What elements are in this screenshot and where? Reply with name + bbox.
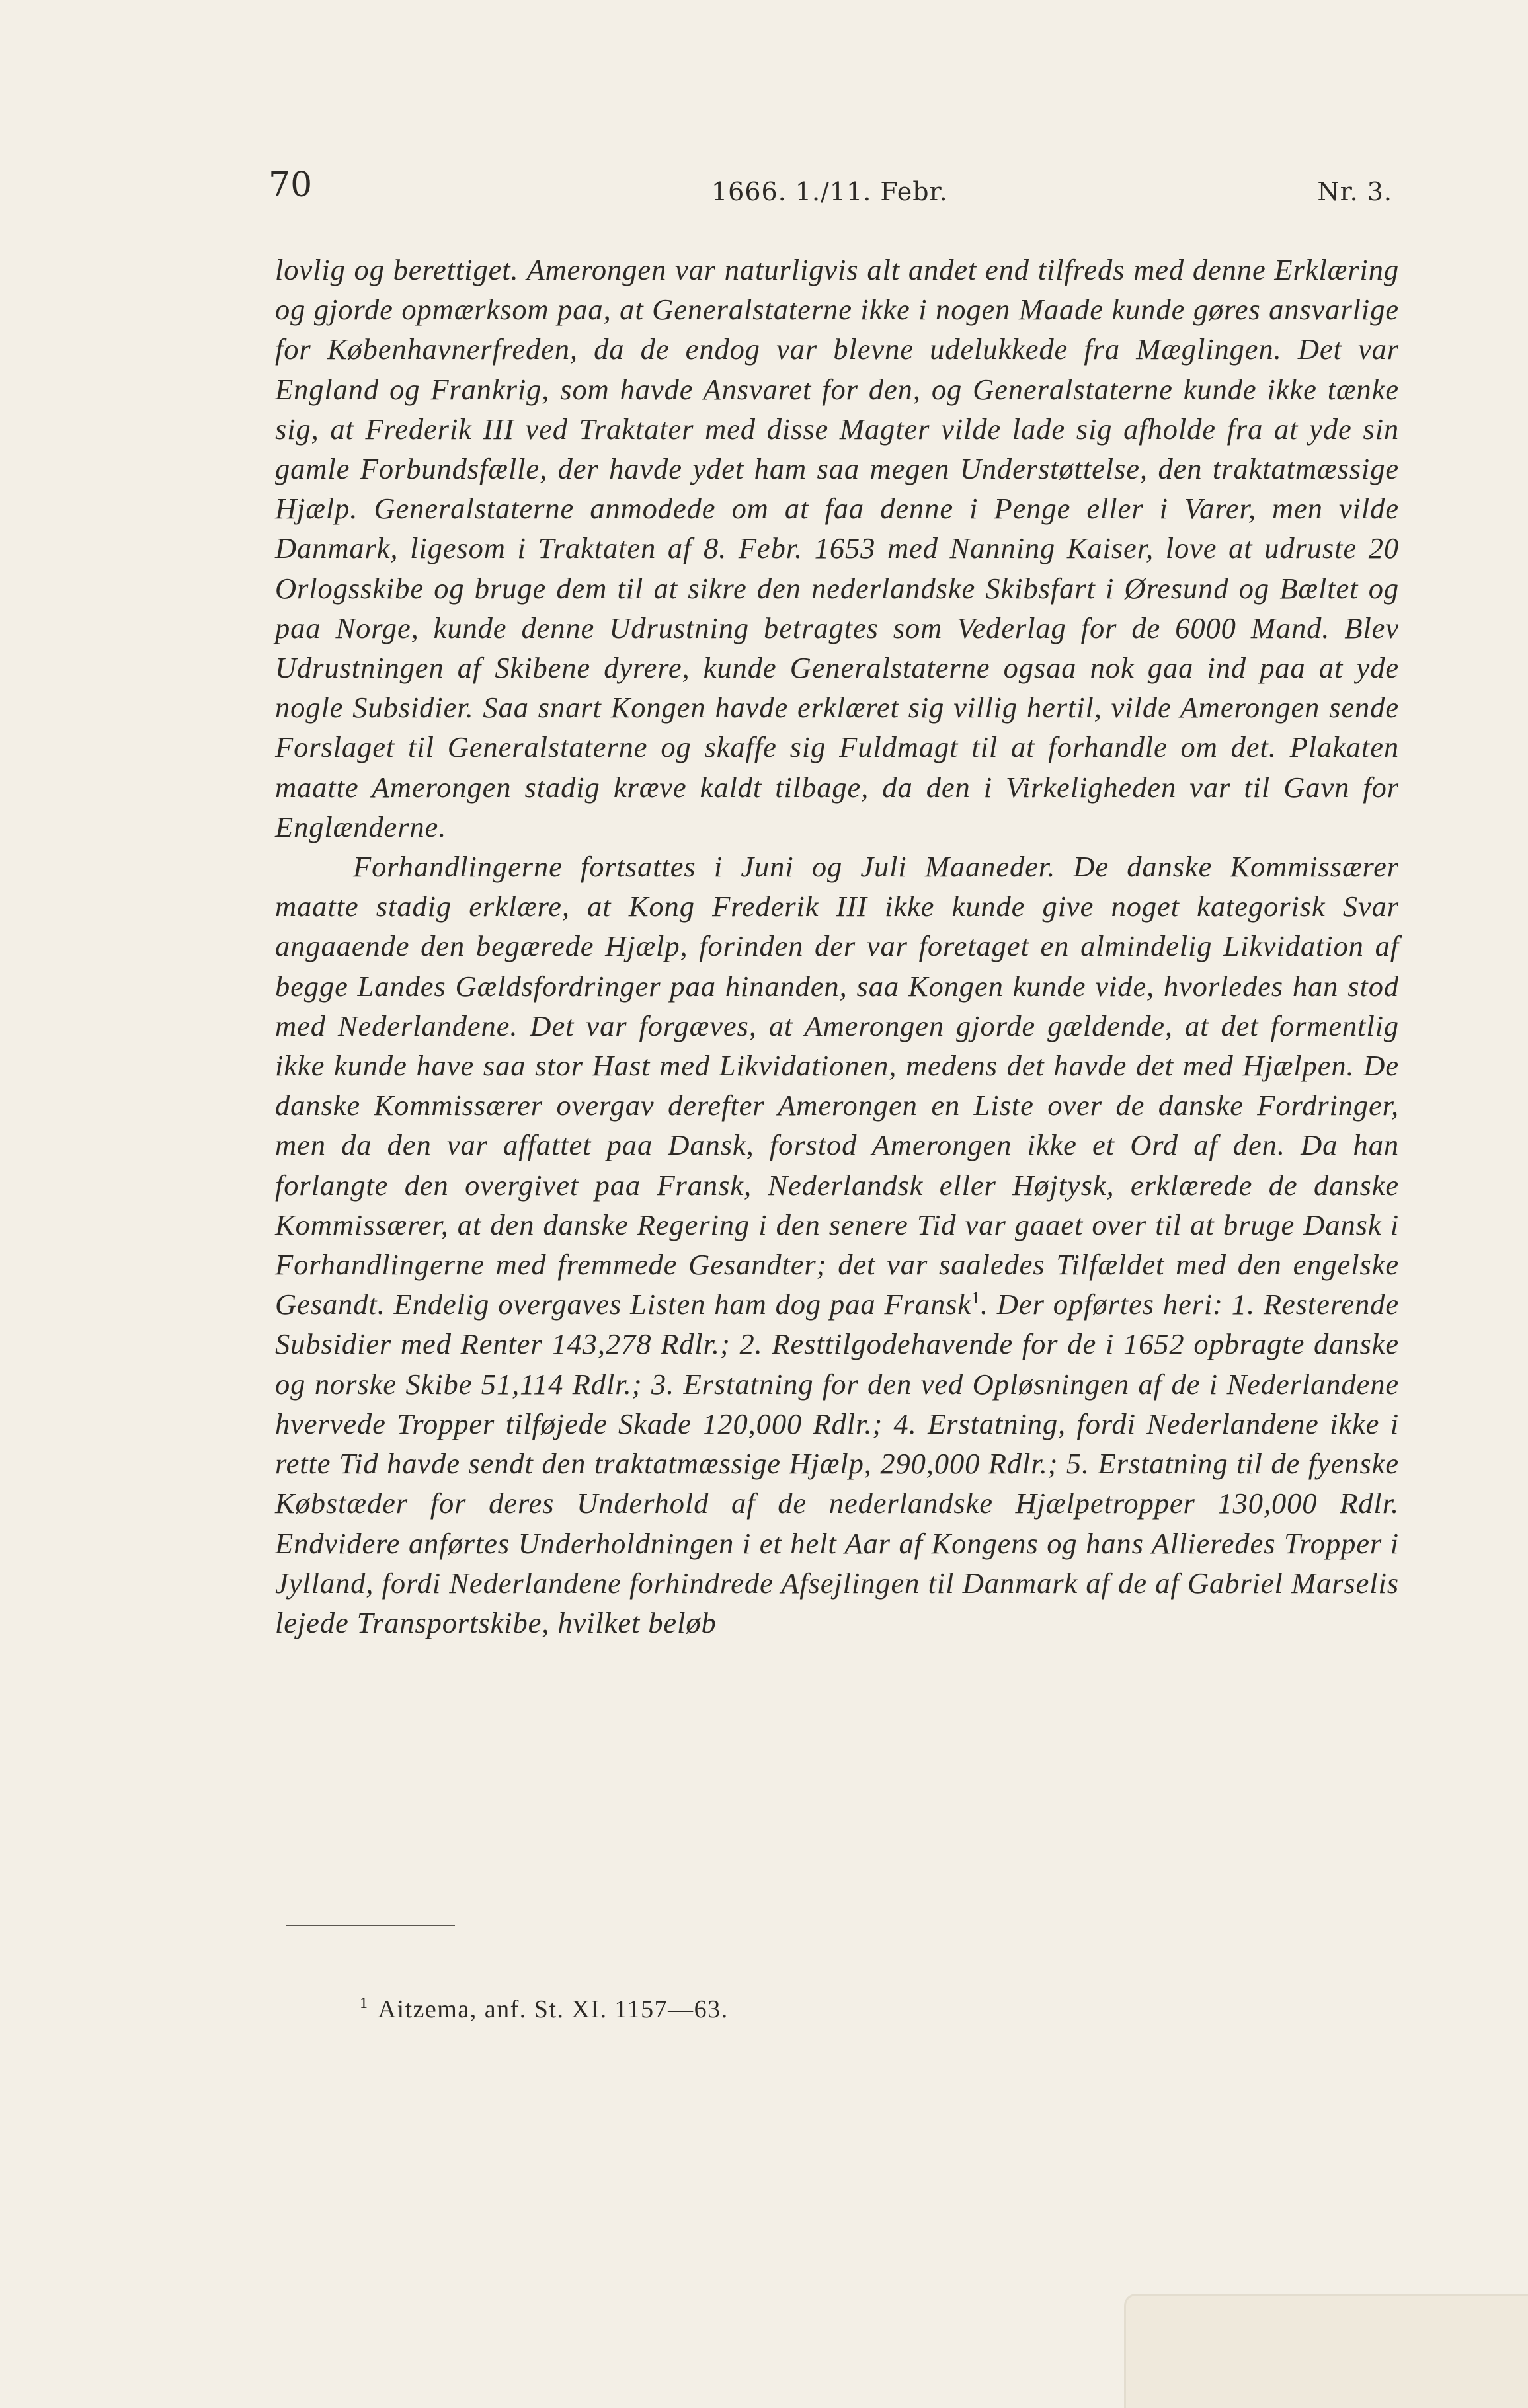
footnote-divider	[286, 1925, 455, 1926]
page-number: 70	[268, 165, 313, 205]
body-text	[275, 250, 1399, 1643]
page-corner-mark	[1124, 2294, 1528, 2408]
header-date: 1666. 1./11. Febr.	[711, 177, 948, 206]
paragraph	[275, 847, 1399, 1643]
page-header	[268, 165, 1392, 212]
footnote-marker: 1	[360, 1995, 369, 2013]
paragraph-text: Forhandlingerne fortsattes i Juni og Juli Maaneder. De danske Kommissærer maatte stadig erklære, at Kong Frederik III ikke kunde give noget kategorisk Svar angaaende den begærede Hjælp, forinden der var foretaget en almindelig Likvidation af begge Landes Gældsfordringer paa hinanden, saa Kongen kunde vide, hvorledes han stod med Nederlandene. Det var forgæves, at Amerongen gjorde gældende, at det formentlig ikke kunde have saa stor Hast med Likvidationen, medens det havde det med Hjælpen. De danske Kommissærer overgav derefter Amerongen en Liste over de danske Fordringer, men da den var affattet paa Dansk, forstod Amerongen ikke et Ord af den. Da han forlangte den overgivet paa Fransk, Nederlandsk eller Højtysk, erklærede de danske Kommissærer, at den danske Regering i den senere Tid var gaaet over til at bruge Dansk i Forhandlingerne med fremmede Gesandter; det var saaledes Tilfældet med den engelske Gesandt. Endelig overgaves Listen ham dog paa Fransk	[275, 850, 1399, 1321]
footnote-reference: 1	[971, 1288, 981, 1308]
footnote	[360, 1995, 729, 2024]
footnote-text: Aitzema, anf. St. XI. 1157—63.	[378, 1996, 729, 2023]
paragraph: lovlig og berettiget. Amerongen var naturligvis alt andet end tilfreds med denne Erklæring og gjorde opmærksom paa, at Generalstaterne ikke i nogen Maade kunde gøres ansvarlige for Københavnerfreden, da de endog var blevne udelukkede fra Mæglingen. Det var England og Frankrig, som havde Ansvaret for den, og Generalstaterne kunde ikke tænke sig, at Frederik III ved Traktater med disse Magter vilde lade sig afholde fra at yde sin gamle Forbundsfælle, der havde ydet ham saa megen Understøttelse, den traktatmæssige Hjælp. Generalstaterne anmodede om at faa denne i Penge eller i Varer, men vilde Danmark, ligesom i Traktaten af 8. Febr. 1653 med Nanning Kaiser, love at udruste 20 Orlogsskibe og bruge dem til at sikre den nederlandske Skibsfart i Øresund og Bæltet og paa Norge, kunde denne Udrustning betragtes som Vederlag for de 6000 Mand. Blev Udrustningen af Skibene dyrere, kunde Generalstaterne ogsaa nok gaa ind paa at yde nogle Subsidier. Saa snart Kongen havde erklæret sig villig hertil, vilde Amerongen sende Forslaget til Generalstaterne og skaffe sig Fuldmagt til at forhandle om det. Plakaten maatte Amerongen stadig kræve kaldt tilbage, da den i Virkeligheden var til Gavn for Englænderne.	[275, 253, 1399, 843]
paragraph-text: . Der opførtes heri: 1. Resterende Subsidier med Renter 143,278 Rdlr.; 2. Resttilgodehavende for de i 1652 opbragte danske og norske Skibe 51,114 Rdlr.; 3. Erstatning for den ved Opløsningen af de i Nederlandene hvervede Tropper tilføjede Skade 120,000 Rdlr.; 4. Erstatning, fordi Nederlandene ikke i rette Tid havde sendt den traktatmæssige Hjælp, 290,000 Rdlr.; 5. Erstatning til de fyenske Købstæder for deres Underhold af de nederlandske Hjælpetropper 130,000 Rdlr. Endvidere anførtes Underholdningen i et helt Aar af Kongens og hans Allieredes Tropper i Jylland, fordi Nederlandene forhindrede Afsejlingen til Danmark af de af Gabriel Marselis lejede Transportskibe, hvilket beløb	[275, 1288, 1399, 1639]
header-document-number: Nr. 3.	[1317, 177, 1392, 206]
